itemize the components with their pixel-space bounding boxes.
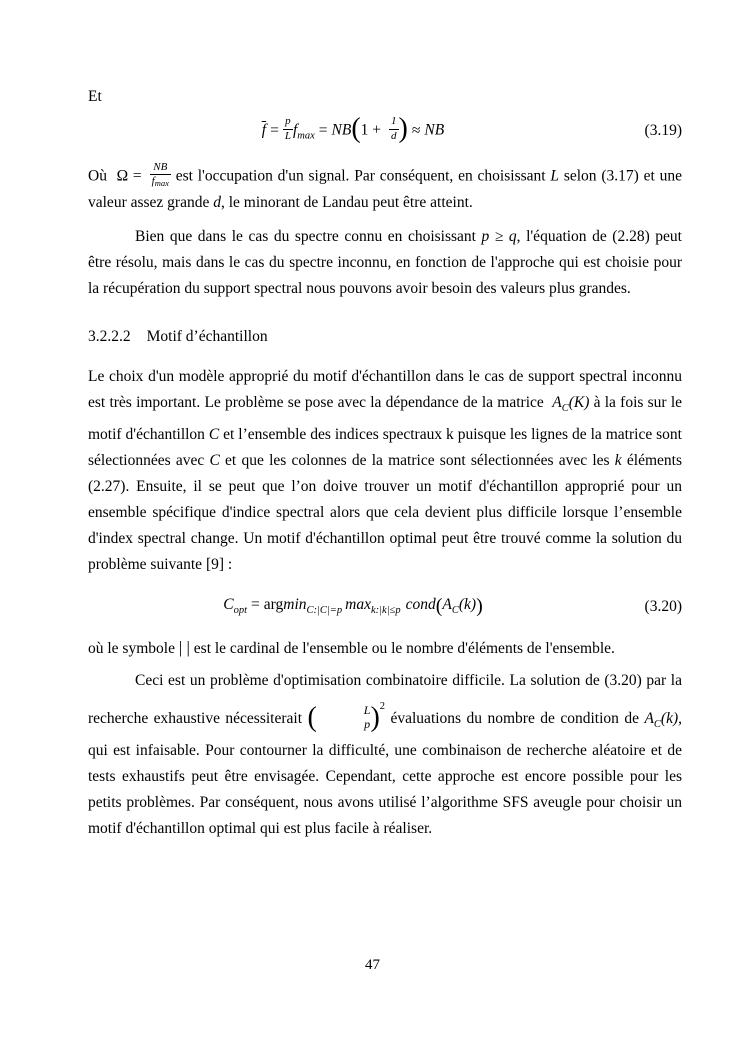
text-run: , l'équation de (2.28) peut être résolu, mais dans le cas du spectre inconnu, en fonction de l'approche qui est choisie pour la récupération du support spectral nous pouvons avoir besoin des valeurs plus grandes. — [88, 228, 682, 298]
math-max-subscript: k:|k|≤p — [370, 605, 401, 617]
math-f: f — [151, 175, 155, 188]
section-heading — [88, 324, 682, 350]
fraction-denominator: d — [391, 129, 397, 142]
math-f: f — [292, 121, 298, 139]
fraction-numerator: NB — [150, 161, 171, 175]
math-NB: NB — [331, 121, 352, 139]
text-run: 1 + — [360, 121, 382, 139]
binomial-top: L — [363, 703, 371, 718]
fraction-numerator: p — [283, 115, 293, 129]
text-run: et que les colonnes de la matrice sont sélectionnées avec les — [219, 452, 615, 470]
math-max: max — [345, 596, 371, 614]
math-arg: arg — [263, 596, 284, 614]
math-d: d — [213, 194, 221, 212]
paragraph-omega — [88, 163, 682, 216]
paragraph-bien-que — [88, 224, 682, 302]
text-run: Où Ω = — [88, 167, 142, 185]
right-paren: ) — [370, 701, 380, 733]
equation-number: (3.20) — [644, 597, 682, 615]
math-min-subscript: C:|C|=p — [306, 605, 343, 617]
approx-sign: ≈ — [411, 121, 421, 139]
text-run: Et — [88, 88, 102, 105]
paragraph-ceci-est — [88, 668, 682, 842]
equals-sign: = — [318, 121, 328, 139]
text-run: éléments (2.27). Ensuite, il se peut que l’on doive trouver un motif d'échantillon approprié pour un ensemble spécifique d'indice spectral alors que cela devient plus difficile lorsque l’ensemble d'index spectral change. Un motif d'échantillon optimal peut être trouvé comme la solution du problème suivante [9] : — [88, 452, 683, 574]
intro-word — [88, 84, 682, 110]
text-run: Bien que dans le cas du spectre connu en choisissant — [135, 228, 482, 246]
text-run: , le minorant de Landau peut être atteint. — [220, 194, 473, 212]
equation-3-19-formula — [262, 115, 444, 147]
equals-sign: = — [270, 121, 279, 139]
fraction-denominator — [150, 175, 171, 188]
text-run: à la fois sur le motif d'échantillon — [88, 394, 683, 444]
exponent-2: 2 — [379, 701, 386, 713]
right-paren: ) — [476, 595, 483, 618]
text-run: Ceci est un problème d'optimisation combinatoire difficile. La solution de (3.20) par la recherche exhaustive nécessiterait — [88, 672, 682, 728]
math-A: A — [552, 394, 562, 412]
equation-3-19 — [88, 115, 682, 147]
math-subscript-C: C — [561, 403, 569, 415]
text-run: Le choix d'un modèle approprié du motif d'échantillon dans le cas de support spectral inconnu est très important. Le problème se pose avec la dépendance de la matrice — [88, 368, 682, 412]
fraction-p-over-L — [283, 115, 293, 142]
math-subscript-max: max — [297, 130, 315, 142]
math-subscript-opt: opt — [233, 605, 247, 617]
math-arg-k: (k) — [458, 596, 477, 614]
equation-3-20 — [88, 595, 682, 618]
left-paren: ( — [351, 113, 361, 144]
text-run: où le symbole — [88, 640, 179, 658]
section-number: 3.2.2.2 — [88, 328, 131, 346]
math-L: L — [550, 167, 560, 185]
text-run: évaluations du nombre de condition de — [385, 710, 645, 728]
math-subscript-C: C — [653, 719, 661, 731]
math-k: k — [614, 452, 622, 470]
math-arg-K: (K) — [568, 394, 590, 412]
fraction-NB-over-fmax — [150, 161, 171, 188]
left-paren: ( — [435, 595, 443, 618]
text-run: , qui est infaisable. Pour contourner la difficulté, une combinaison de recherche aléatoire et de tests exhaustifs peut être envisagée. Cependant, cette approche est encore possible pour les petits problèmes. Par conséquent, nous avons utilisé l’algorithme SFS aveugle pour choisir un motif d'échantillon optimal qui est plus facile à réaliser. — [88, 710, 682, 838]
math-subscript-C: C — [451, 605, 459, 617]
page-content — [88, 84, 682, 842]
right-paren: ) — [398, 113, 408, 144]
paragraph-choix-modele — [88, 364, 682, 578]
math-A: A — [442, 596, 452, 614]
math-f-bar: $\overline{f}$ — [261, 121, 267, 139]
left-paren: ( — [307, 701, 317, 733]
binomial-bottom: p — [364, 716, 371, 731]
section-title: Motif d’échantillon — [146, 328, 268, 346]
paragraph-symbole — [88, 635, 682, 662]
equation-number: (3.19) — [644, 122, 682, 139]
math-p-geq-q: p ≥ q — [481, 228, 517, 246]
fraction-numerator: 1 — [389, 115, 399, 129]
math-C: C — [223, 596, 234, 614]
math-min: min — [283, 596, 307, 614]
fraction-denominator: L — [284, 129, 291, 142]
text-run: est l'occupation d'un signal. Par conséquent, en choisissant — [170, 167, 551, 185]
math-arg-k: (k) — [660, 710, 679, 728]
math-C: C — [208, 426, 220, 444]
math-subscript-max: max — [154, 178, 169, 189]
text-run: et l’ensemble des indices spectraux k puisque les lignes de la matrice sont sélectionnées avec — [88, 426, 682, 470]
math-A: A — [644, 710, 654, 728]
fraction-1-over-d — [389, 115, 399, 142]
page-number: 47 — [365, 957, 380, 973]
text-run: selon (3.17) et une valeur assez grande — [88, 167, 682, 212]
equals-sign: = — [251, 596, 260, 614]
math-cond: cond — [405, 596, 436, 614]
math-C: C — [209, 452, 220, 470]
binomial-L-p — [317, 704, 371, 732]
math-NB: NB — [424, 121, 445, 139]
cardinality-bars: | | — [178, 638, 190, 658]
equation-3-20-formula — [223, 595, 483, 618]
text-run: est le cardinal de l'ensemble ou le nombre d'éléments de l'ensemble. — [189, 640, 615, 658]
